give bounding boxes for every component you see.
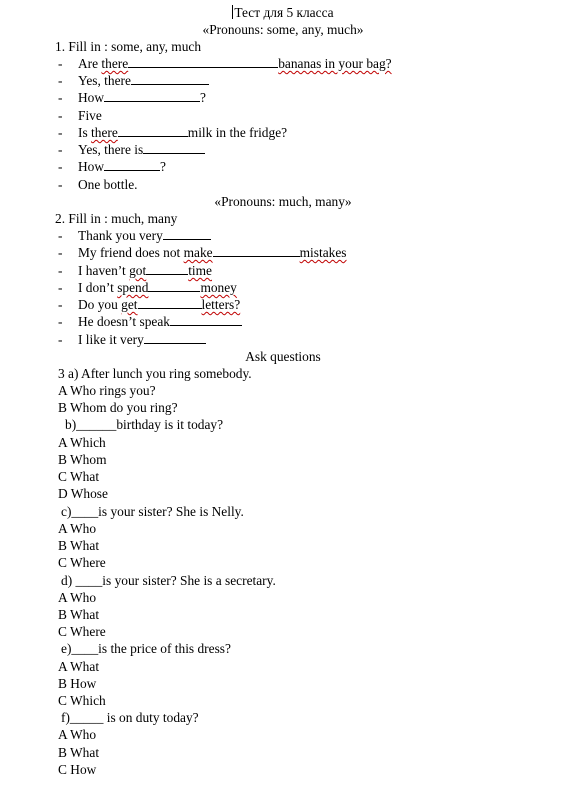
answer-blank[interactable] bbox=[104, 89, 200, 102]
answer-blank[interactable] bbox=[118, 124, 188, 137]
question-line: f)_____ is on duty today? bbox=[61, 710, 199, 725]
bullet-dash: - bbox=[58, 73, 63, 88]
option-line: A Which bbox=[58, 435, 106, 450]
document-title: Тест для 5 класса bbox=[234, 5, 334, 20]
question-line: d) ____is your sister? She is a secretary. bbox=[61, 573, 276, 588]
task3-heading: 3 a) After lunch you ring somebody. bbox=[58, 366, 252, 381]
option-line: A What bbox=[58, 659, 100, 674]
answer-blank[interactable] bbox=[144, 331, 206, 344]
subtitle-much-many: «Pronouns: much, many» bbox=[214, 194, 352, 209]
question-line: c)____is your sister? She is Nelly. bbox=[61, 504, 244, 519]
question-line: b)______birthday is it today? bbox=[65, 417, 224, 432]
bullet-dash: - bbox=[58, 56, 63, 71]
task2-item-1: Thank you very bbox=[78, 227, 211, 244]
question-line: e)____is the price of this dress? bbox=[61, 641, 231, 656]
task1-item-3: How ? bbox=[78, 90, 206, 105]
subtitle-some-any-much: «Pronouns: some, any, much» bbox=[202, 22, 364, 37]
section3-title: Ask questions bbox=[245, 349, 321, 364]
option-line: A Who bbox=[58, 727, 97, 742]
task1-item-7: How ? bbox=[78, 159, 166, 174]
bullet-dash: - bbox=[58, 297, 63, 312]
task1-item-2: Yes, there bbox=[78, 72, 209, 89]
bullet-dash: - bbox=[58, 125, 63, 140]
task1-item-8: One bottle. bbox=[78, 177, 138, 192]
option-line: B Whom do you ring? bbox=[58, 400, 178, 415]
task2-item-3: I haven’t got time bbox=[78, 263, 213, 278]
task2-item-2: My friend does not make mistakes bbox=[78, 245, 347, 260]
task1-item-1: Are there bananas in your bag? bbox=[78, 56, 392, 71]
bullet-dash: - bbox=[58, 228, 63, 243]
option-line: B How bbox=[58, 676, 97, 691]
option-line: A Who bbox=[58, 590, 97, 605]
task2-heading: 2. Fill in : much, many bbox=[55, 211, 178, 226]
task2-item-4: I don’t spend money bbox=[78, 280, 237, 295]
bullet-dash: - bbox=[58, 263, 63, 278]
answer-blank[interactable] bbox=[146, 262, 188, 275]
bullet-dash: - bbox=[58, 159, 63, 174]
answer-blank[interactable] bbox=[143, 141, 205, 154]
option-line: C What bbox=[58, 469, 100, 484]
option-line: C Where bbox=[58, 624, 106, 639]
bullet-dash: - bbox=[58, 245, 63, 260]
task2-item-5: Do you get letters? bbox=[78, 297, 241, 312]
bullet-dash: - bbox=[58, 142, 63, 157]
option-line: B Whom bbox=[58, 452, 107, 467]
bullet-dash: - bbox=[58, 280, 63, 295]
task1-item-4: Five bbox=[78, 108, 102, 123]
answer-blank[interactable] bbox=[131, 72, 209, 85]
bullet-dash: - bbox=[58, 332, 63, 347]
option-line: B What bbox=[58, 745, 100, 760]
option-line: B What bbox=[58, 607, 100, 622]
option-line: A Who bbox=[58, 521, 97, 536]
answer-blank[interactable] bbox=[104, 158, 160, 171]
option-line: C Where bbox=[58, 555, 106, 570]
task2-item-6: He doesn’t speak bbox=[78, 313, 242, 330]
bullet-dash: - bbox=[58, 90, 63, 105]
document-title-line bbox=[0, 4, 566, 21]
option-line: C How bbox=[58, 762, 97, 777]
bullet-dash: - bbox=[58, 177, 63, 192]
bullet-dash: - bbox=[58, 314, 63, 329]
task1-item-6: Yes, there is bbox=[78, 141, 205, 158]
task1-heading: 1. Fill in : some, any, much bbox=[55, 39, 202, 54]
answer-blank[interactable] bbox=[148, 279, 200, 292]
option-line: D Whose bbox=[58, 486, 108, 501]
answer-blank[interactable] bbox=[128, 55, 278, 68]
option-line: C Which bbox=[58, 693, 106, 708]
option-line: A Who rings you? bbox=[58, 383, 156, 398]
bullet-dash: - bbox=[58, 108, 63, 123]
answer-blank[interactable] bbox=[170, 313, 242, 326]
answer-blank[interactable] bbox=[138, 296, 202, 309]
option-line: B What bbox=[58, 538, 100, 553]
answer-blank[interactable] bbox=[163, 227, 211, 240]
task1-item-5: Is there milk in the fridge? bbox=[78, 125, 288, 140]
answer-blank[interactable] bbox=[213, 244, 300, 257]
task2-item-7: I like it very bbox=[78, 331, 206, 348]
